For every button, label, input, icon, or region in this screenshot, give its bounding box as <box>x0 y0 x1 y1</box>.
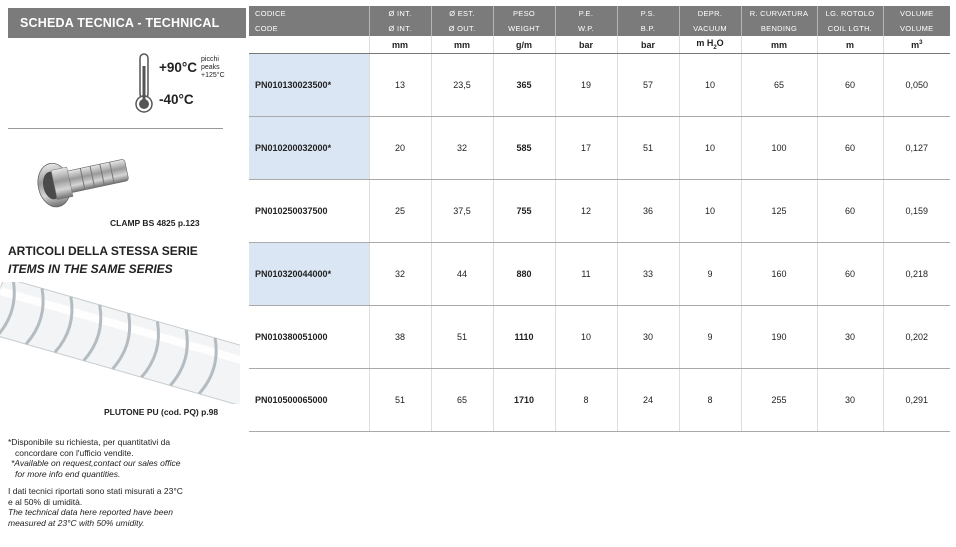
table-cell: 19 <box>555 54 617 117</box>
note-line: I dati tecnici riportati sono stati misurati a 23°C <box>8 486 183 496</box>
table-row <box>249 180 950 243</box>
table-cell: 60 <box>817 117 883 180</box>
unit-cell: bar <box>555 36 617 54</box>
col-header-weight-en: WEIGHT <box>493 21 555 36</box>
unit-cell: $m^3$ <box>883 36 950 54</box>
temp-high: +90°C <box>159 60 198 75</box>
temp-peaks <box>201 56 225 80</box>
table-cell: 30 <box>817 369 883 432</box>
table-cell: 585 <box>493 117 555 180</box>
table-cell: 37,5 <box>431 180 493 243</box>
table-cell: 160 <box>741 243 817 306</box>
related-series-title-it: ARTICOLI DELLA STESSA SERIE <box>8 244 198 258</box>
col-header-coil-en: COIL LGTH. <box>817 21 883 36</box>
table-cell: 100 <box>741 117 817 180</box>
table-cell: 51 <box>617 117 679 180</box>
table-cell: 12 <box>555 180 617 243</box>
table-cell: 57 <box>617 54 679 117</box>
table-cell: 17 <box>555 117 617 180</box>
table-row <box>249 243 950 306</box>
header-row-en <box>249 21 950 36</box>
table-cell: 60 <box>817 54 883 117</box>
table-cell: 9 <box>679 306 741 369</box>
hose-caption: PLUTONE PU (cod. PQ) p.98 <box>104 407 219 417</box>
temp-peaks-it: picchi <box>201 56 219 63</box>
col-header-bp: P.S. <box>617 6 679 21</box>
table-cell: 36 <box>617 180 679 243</box>
table-cell: 365 <box>493 54 555 117</box>
col-header-code-en: CODE <box>249 21 369 36</box>
temperature-range <box>125 50 245 122</box>
section-title: SCHEDA TECNICA - TECHNICAL DATA <box>8 8 246 38</box>
table-cell: 32 <box>431 117 493 180</box>
related-series-title-en: ITEMS IN THE SAME SERIES <box>8 262 173 276</box>
table-cell: 38 <box>369 306 431 369</box>
table-cell: 33 <box>617 243 679 306</box>
col-header-vacuum-en: VACUUM <box>679 21 741 36</box>
table-cell: 0,202 <box>883 306 950 369</box>
table-cell: 65 <box>741 54 817 117</box>
note-line: measured at 23°C with 50% umidity. <box>8 517 145 528</box>
table-cell: 51 <box>369 369 431 432</box>
table-cell: 24 <box>617 369 679 432</box>
col-header-bending: R. CURVATURA <box>741 6 817 21</box>
table-cell: 8 <box>555 369 617 432</box>
col-header-out-en: Ø OUT. <box>431 21 493 36</box>
unit-cell <box>249 36 369 54</box>
table-cell: 44 <box>431 243 493 306</box>
col-header-bp-en: B.P. <box>617 21 679 36</box>
table-cell: 255 <box>741 369 817 432</box>
table-row <box>249 306 950 369</box>
table-cell: 32 <box>369 243 431 306</box>
table-cell: 125 <box>741 180 817 243</box>
clamp-fitting-image <box>28 150 138 212</box>
unit-cell: mm <box>741 36 817 54</box>
divider <box>8 128 223 129</box>
unit-cell: bar <box>617 36 679 54</box>
table-cell: 30 <box>817 306 883 369</box>
table-cell: 0,218 <box>883 243 950 306</box>
table-cell: 0,291 <box>883 369 950 432</box>
table-cell: 10 <box>555 306 617 369</box>
left-panel <box>0 0 248 547</box>
note-line: *Disponibile su richiesta, per quantitativi da <box>8 437 171 447</box>
unit-cell: m $H_2O$ <box>679 36 741 54</box>
technical-data-table <box>249 6 950 432</box>
table-cell: 0,159 <box>883 180 950 243</box>
col-header-wp: P.E. <box>555 6 617 21</box>
note-line: *Available on request,contact our sales office <box>11 458 181 468</box>
table-cell: 190 <box>741 306 817 369</box>
table-cell: 10 <box>679 54 741 117</box>
col-header-volume: VOLUME <box>883 6 950 21</box>
table-cell: 880 <box>493 243 555 306</box>
table-row <box>249 117 950 180</box>
thermometer-icon <box>133 52 155 114</box>
unit-cell: g/m <box>493 36 555 54</box>
clamp-caption: CLAMP BS 4825 p.123 <box>110 218 200 228</box>
table-cell: 1110 <box>493 306 555 369</box>
product-code: PN010130023500* <box>249 54 369 117</box>
product-code: PN010500065000 <box>249 369 369 432</box>
table-cell: 10 <box>679 117 741 180</box>
temp-peaks-value: +125°C <box>201 72 225 79</box>
note-line: concordare con l'ufficio vendite. <box>15 447 134 458</box>
product-code: PN010250037500 <box>249 180 369 243</box>
col-header-bending-en: BENDING <box>741 21 817 36</box>
note-line: The technical data here reported have been <box>8 507 173 517</box>
col-header-coil: LG. ROTOLO <box>817 6 883 21</box>
table-cell: 25 <box>369 180 431 243</box>
col-header-ext: Ø EST. <box>431 6 493 21</box>
table-cell: 11 <box>555 243 617 306</box>
hose-image <box>0 282 240 404</box>
table-cell: 51 <box>431 306 493 369</box>
table-cell: 9 <box>679 243 741 306</box>
footnotes <box>8 437 238 528</box>
col-header-weight: PESO <box>493 6 555 21</box>
product-code: PN010380051000 <box>249 306 369 369</box>
table-cell: 8 <box>679 369 741 432</box>
table-cell: 23,5 <box>431 54 493 117</box>
table-cell: 20 <box>369 117 431 180</box>
col-header-volume-en: VOLUME <box>883 21 950 36</box>
table-cell: 0,050 <box>883 54 950 117</box>
temp-low: -40°C <box>159 92 194 107</box>
col-header-vacuum: DEPR. <box>679 6 741 21</box>
unit-cell: mm <box>431 36 493 54</box>
units-row <box>249 36 950 54</box>
table-cell: 60 <box>817 243 883 306</box>
col-header-wp-en: W.P. <box>555 21 617 36</box>
note-line: e al 50% di umidità. <box>8 496 83 507</box>
note-line: for more info end quantities. <box>15 468 121 479</box>
unit-cell: mm <box>369 36 431 54</box>
table-row <box>249 369 950 432</box>
table-cell: 30 <box>617 306 679 369</box>
col-header-code: CODICE <box>249 6 369 21</box>
table-cell: 0,127 <box>883 117 950 180</box>
table-body <box>249 54 950 432</box>
col-header-int-en: Ø INT. <box>369 21 431 36</box>
table-row <box>249 54 950 117</box>
temp-peaks-en: peaks <box>201 64 220 71</box>
table-cell: 755 <box>493 180 555 243</box>
product-code: PN010200032000* <box>249 117 369 180</box>
unit-cell: m <box>817 36 883 54</box>
col-header-int: Ø INT. <box>369 6 431 21</box>
header-row-it <box>249 6 950 21</box>
table-cell: 65 <box>431 369 493 432</box>
product-code: PN010320044000* <box>249 243 369 306</box>
table-cell: 10 <box>679 180 741 243</box>
table-cell: 1710 <box>493 369 555 432</box>
table-cell: 60 <box>817 180 883 243</box>
table-cell: 13 <box>369 54 431 117</box>
